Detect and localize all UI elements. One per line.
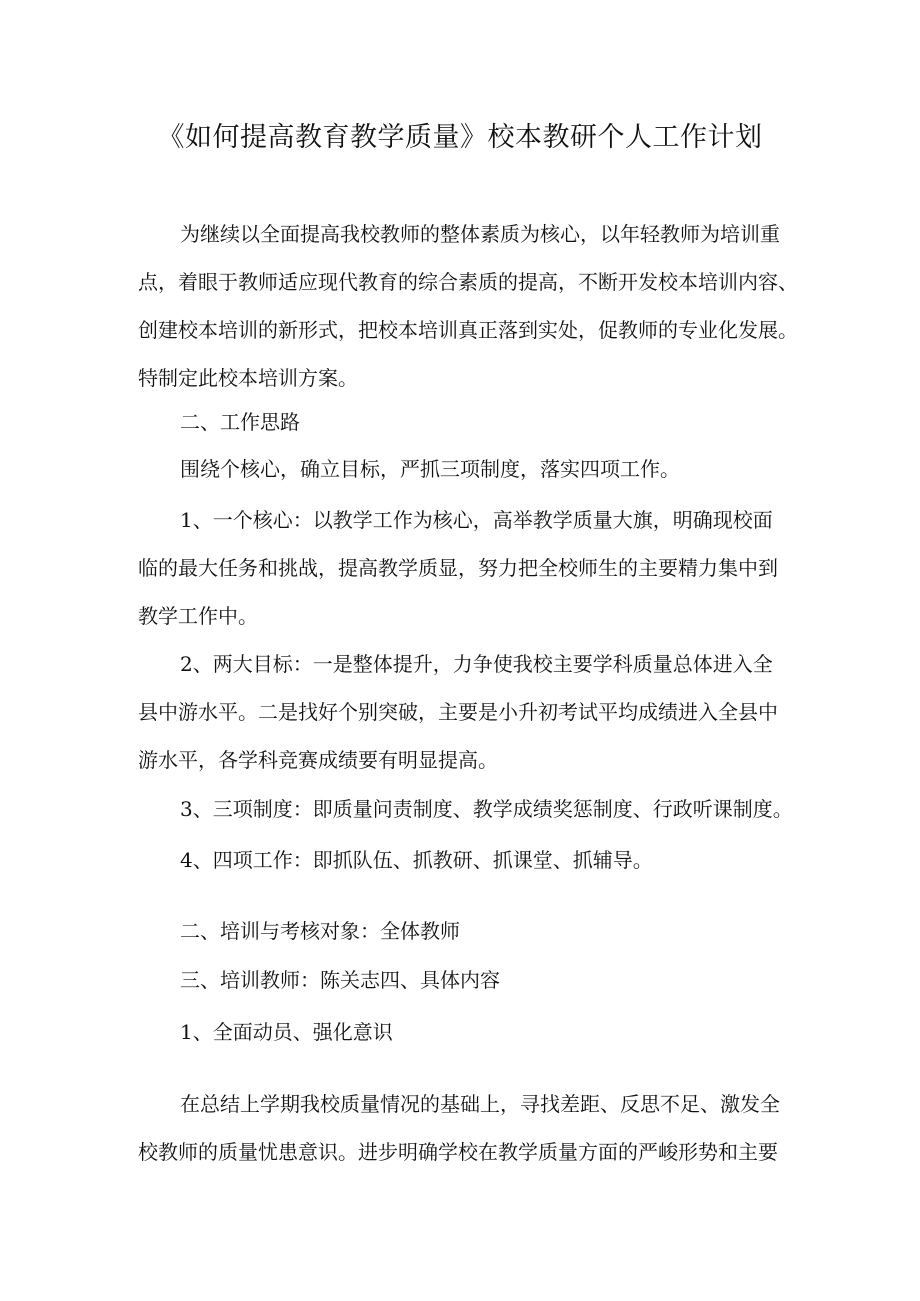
intro-line: 创建校本培训的新形式，把校本培训真正落到实处，促教师的专业化发展。 [138, 318, 798, 342]
section-heading-teacher: 三、培训教师：陈关志四、具体内容 [180, 968, 500, 992]
item-2-line: 2、两大目标：一是整体提升，力争使我校主要学科质量总体进入全 [180, 652, 773, 676]
intro-line: 点，着眼于教师适应现代教育的综合素质的提高，不断开发校本培训内容、 [138, 270, 798, 294]
closing-line: 校教师的质量忧患意识。进步明确学校在教学质量方面的严峻形势和主要 [138, 1140, 778, 1164]
item-1-line: 临的最大任务和挑战，提高教学质显，努力把全校师生的主要精力集中到 [138, 556, 778, 580]
item-1-paragraph [138, 496, 798, 640]
closing-paragraph [138, 1080, 798, 1176]
intro-paragraph [138, 210, 798, 402]
item-4-paragraph: 4、四项工作：即抓队伍、抓教研、抓课堂、抓辅导。 [180, 848, 653, 872]
section-heading-thinking: 二、工作思路 [180, 410, 300, 434]
closing-line: 在总结上学期我校质量情况的基础上，寻找差距、反思不足、激发全 [180, 1092, 780, 1116]
section-heading-target: 二、培训与考核对象：全体教师 [180, 919, 460, 943]
document-title: 《如何提高教育教学质量》校本教研个人工作计划 [157, 122, 763, 153]
item-1-line: 1、一个核心：以教学工作为核心，高举教学质量大旗，明确现校面 [180, 508, 773, 532]
item-3-paragraph: 3、三项制度：即质量问责制度、教学成绩奖惩制度、行政听课制度。 [180, 797, 793, 821]
item-2-paragraph [138, 640, 798, 784]
item-1-line: 教学工作中。 [138, 604, 258, 628]
intro-line: 为继续以全面提高我校教师的整体素质为核心，以年轻教师为培训重 [180, 222, 780, 246]
sub-heading-1: 1、全面动员、强化意识 [180, 1020, 393, 1044]
intro-line: 特制定此校本培训方案。 [138, 366, 358, 390]
thinking-summary: 围绕个核心，确立目标，严抓三项制度，落实四项工作。 [180, 457, 680, 481]
item-2-line: 县中游水平。二是找好个别突破，主要是小升初考试平均成绩进入全县中 [138, 700, 778, 724]
item-2-line: 游水平，各学科竞赛成绩要有明显提高。 [138, 748, 498, 772]
